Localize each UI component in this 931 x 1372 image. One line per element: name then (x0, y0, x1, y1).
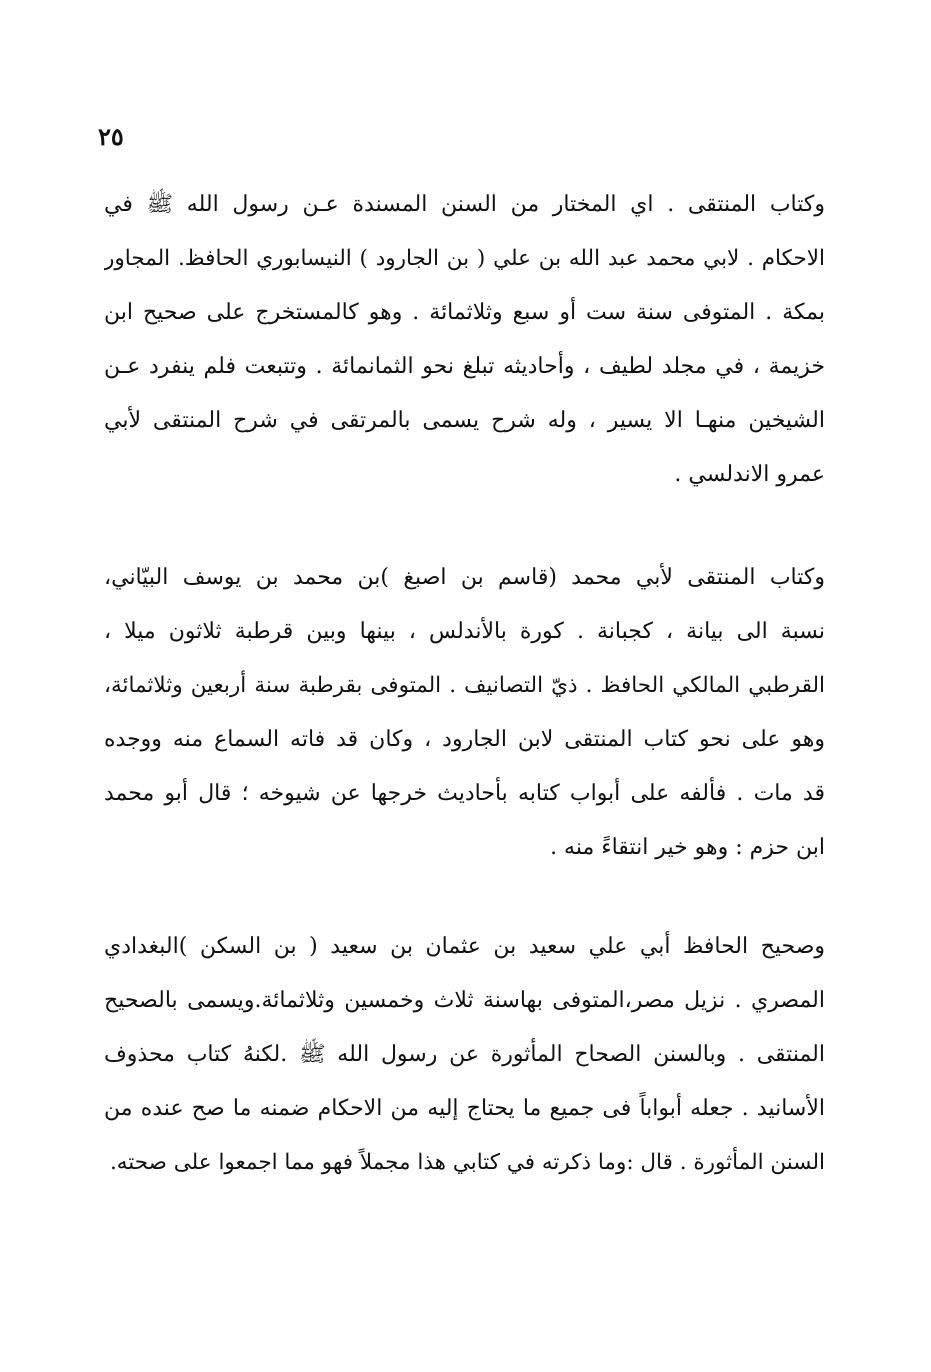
page-number: ٢٥ (98, 122, 124, 151)
paragraph-sahih-ibn-al-sakan (104, 920, 825, 1190)
text-line: القرطبي المالكي الحافظ . ذيّ التصانيف . المتوفى بقرطبة سنة أربعين وثلاثمائة، (104, 673, 825, 698)
text-line: ابن حزم : وهو خير انتقاءً منه . (550, 835, 825, 860)
text-line: المنتقى . وبالسنن الصحاح المأثورة عن رسول الله ﷺ .لكنهُ كتاب محذوف (104, 1042, 825, 1067)
text-line: وصحيح الحافظ أبي علي سعيد بن عثمان بن سعيد ( بن السكن )البغدادي (104, 934, 825, 959)
text-line: نسبة الى بيانة ، كجبانة . كورة بالأندلس ، بينها وبين قرطبة ثلاثون ميلا ، (104, 619, 825, 644)
text-line: السنن المأثورة . قال :وما ذكرته في كتابي هذا مجملاً فهو مما اجمعوا على صحته. (109, 1150, 825, 1175)
text-line: الاحكام . لابي محمد عبد الله بن علي ( بن الجارود ) النيسابوري الحافظ. المجاور (104, 246, 825, 271)
text-line: وكتاب المنتقى لأبي محمد (قاسم بن اصبغ )بن محمد بن يوسف البيّاني، (104, 565, 825, 590)
text-line: وكتاب المنتقى . اي المختار من السنن المسندة عـن رسول الله ﷺ في (104, 192, 825, 217)
text-line: عمرو الاندلسي . (674, 462, 825, 487)
text-line: خزيمة ، في مجلد لطيف ، وأحاديثه تبلغ نحو الثمانمائة . وتتبعت فلم ينفرد عـن (104, 354, 825, 379)
text-line: وهو على نحو كتاب المنتقى لابن الجارود ، وكان قد فاته السماع منه ووجده (104, 727, 825, 752)
text-line: المصري . نزيل مصر،المتوفى بهاسنة ثلاث وخمسين وثلاثمائة.ويسمى بالصحيح (104, 988, 825, 1013)
paragraph-muntaqa-qasim-ibn-asbagh (104, 551, 825, 875)
text-line: بمكة . المتوفى سنة ست أو سبع وثلاثمائة . وهو كالمستخرج على صحيح ابن (104, 300, 825, 325)
text-line: الأسانيد . جعله أبواباً فى جميع ما يحتاج إليه من الاحكام ضمنه ما صح عنده من (104, 1096, 825, 1121)
text-line: قد مات . فألفه على أبواب كتابه بأحاديث خرجها عن شيوخه ؛ قال أبو محمد (104, 781, 825, 806)
paragraph-muntaqa-ibn-al-jarud (104, 178, 825, 502)
text-line: الشيخين منهـا الا يسير ، وله شرح يسمى بالمرتقى في شرح المنتقى لأبي (104, 408, 825, 433)
